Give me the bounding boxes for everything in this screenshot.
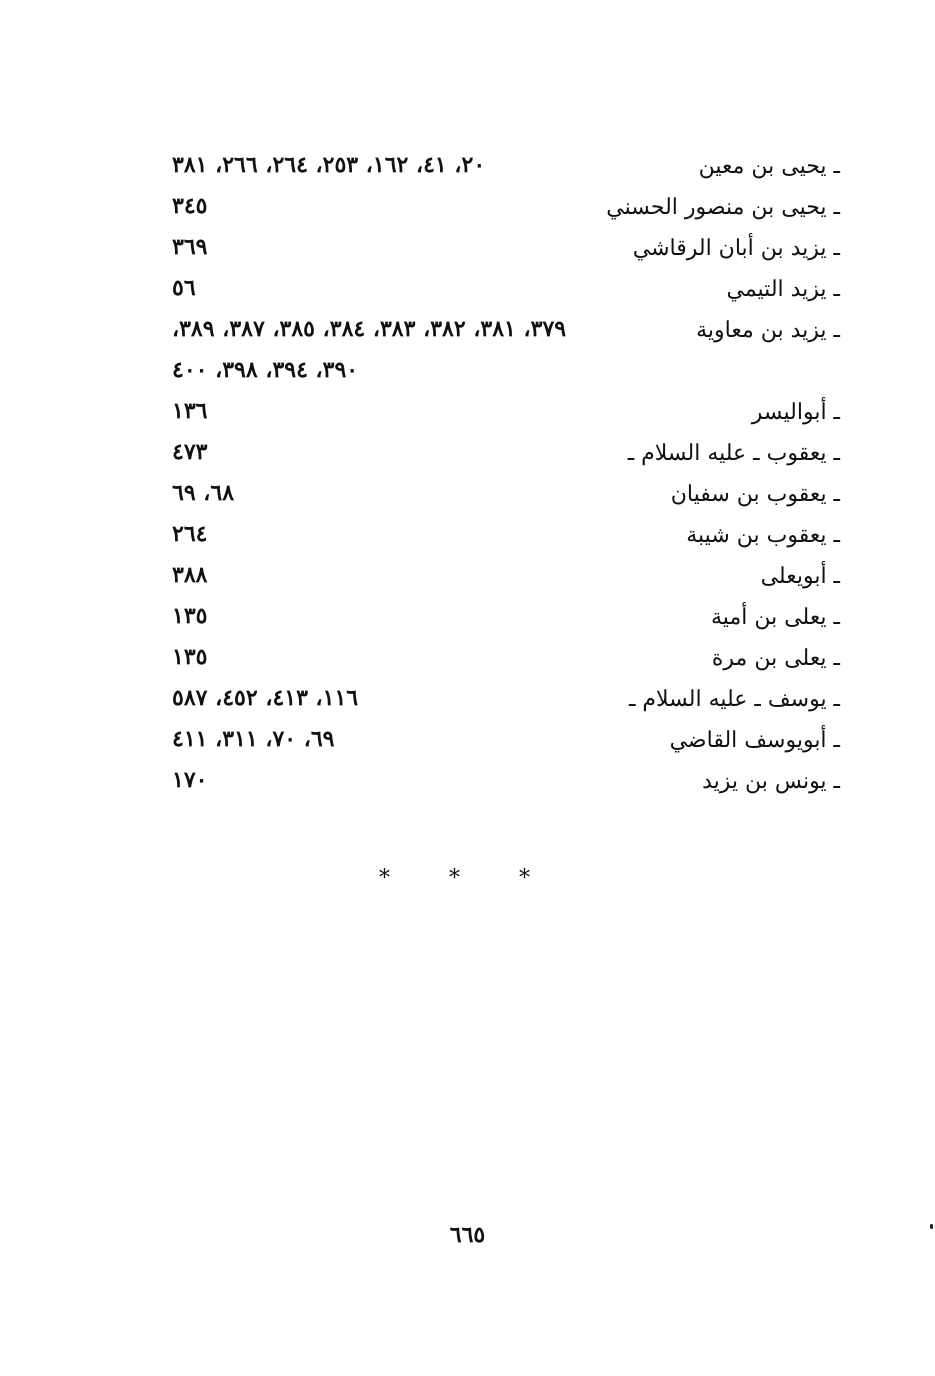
entry-name: ـ يوسف ـ عليه السلام ـ [628, 687, 840, 712]
entry-name: ـ يحيى بن منصور الحسني [606, 195, 840, 220]
scan-edge-mark [930, 1224, 933, 1229]
index-entry [172, 396, 840, 437]
entry-name: ـ يعلى بن مرة [711, 646, 840, 671]
name-index-list [172, 150, 840, 806]
index-entry [172, 683, 840, 724]
index-entry [172, 150, 840, 191]
entry-name: ـ يعلى بن أمية [711, 605, 840, 630]
entry-pages: ٣٦٩ [172, 234, 208, 260]
section-separator: * * * [379, 866, 556, 891]
entry-name: ـ يعقوب بن شيبة [686, 523, 840, 548]
entry-name: ـ أبويعلى [760, 564, 840, 589]
entry-pages: ٤٧٣ [172, 439, 208, 465]
entry-pages: ٥٦ [172, 275, 196, 301]
entry-pages: ١٣٥ [172, 603, 208, 629]
index-entry [172, 765, 840, 806]
entry-name: ـ يحيى بن معين [698, 154, 840, 179]
entry-pages: ١١٦، ٤١٣، ٤٥٢، ٥٨٧ [172, 685, 359, 711]
index-entry [172, 273, 840, 314]
entry-pages: ١٣٦ [172, 398, 208, 424]
index-entry [172, 724, 840, 765]
entry-pages: ٣٨٨ [172, 562, 208, 588]
index-entry [172, 314, 840, 355]
entry-pages: ٣٧٩، ٣٨١، ٣٨٢، ٣٨٣، ٣٨٤، ٣٨٥، ٣٨٧، ٣٨٩، [172, 316, 567, 342]
entry-pages: ١٧٠ [172, 767, 208, 793]
index-entry-continuation [172, 355, 840, 396]
index-entry [172, 437, 840, 478]
index-entry [172, 232, 840, 273]
entry-pages-continuation: ٣٩٠، ٣٩٤، ٣٩٨، ٤٠٠ [172, 357, 359, 383]
index-entry [172, 642, 840, 683]
entry-name: ـ يزيد بن معاوية [696, 318, 840, 343]
entry-name: ـ يزيد التيمي [726, 277, 840, 302]
entry-pages: ٣٤٥ [172, 193, 208, 219]
page-number: ٦٦٥ [449, 1222, 486, 1248]
index-entry [172, 191, 840, 232]
entry-name: ـ يعقوب بن سفيان [670, 482, 840, 507]
entry-name: ـ يعقوب ـ عليه السلام ـ [627, 441, 840, 466]
entry-name: ـ أبويوسف القاضي [669, 728, 840, 753]
entry-name: ـ يزيد بن أبان الرقاشي [632, 236, 840, 261]
index-entry [172, 519, 840, 560]
entry-pages: ١٣٥ [172, 644, 208, 670]
entry-pages: ٢٦٤ [172, 521, 208, 547]
index-entry [172, 601, 840, 642]
entry-pages: ٢٠، ٤١، ١٦٢، ٢٥٣، ٢٦٤، ٢٦٦، ٣٨١ [172, 152, 486, 178]
index-entry [172, 560, 840, 601]
entry-pages: ٦٨، ٦٩ [172, 480, 235, 506]
index-entry [172, 478, 840, 519]
entry-pages: ٦٩، ٧٠، ٣١١، ٤١١ [172, 726, 335, 752]
entry-name: ـ أبواليسر [751, 400, 840, 425]
entry-name: ـ يونس بن يزيد [702, 769, 840, 794]
